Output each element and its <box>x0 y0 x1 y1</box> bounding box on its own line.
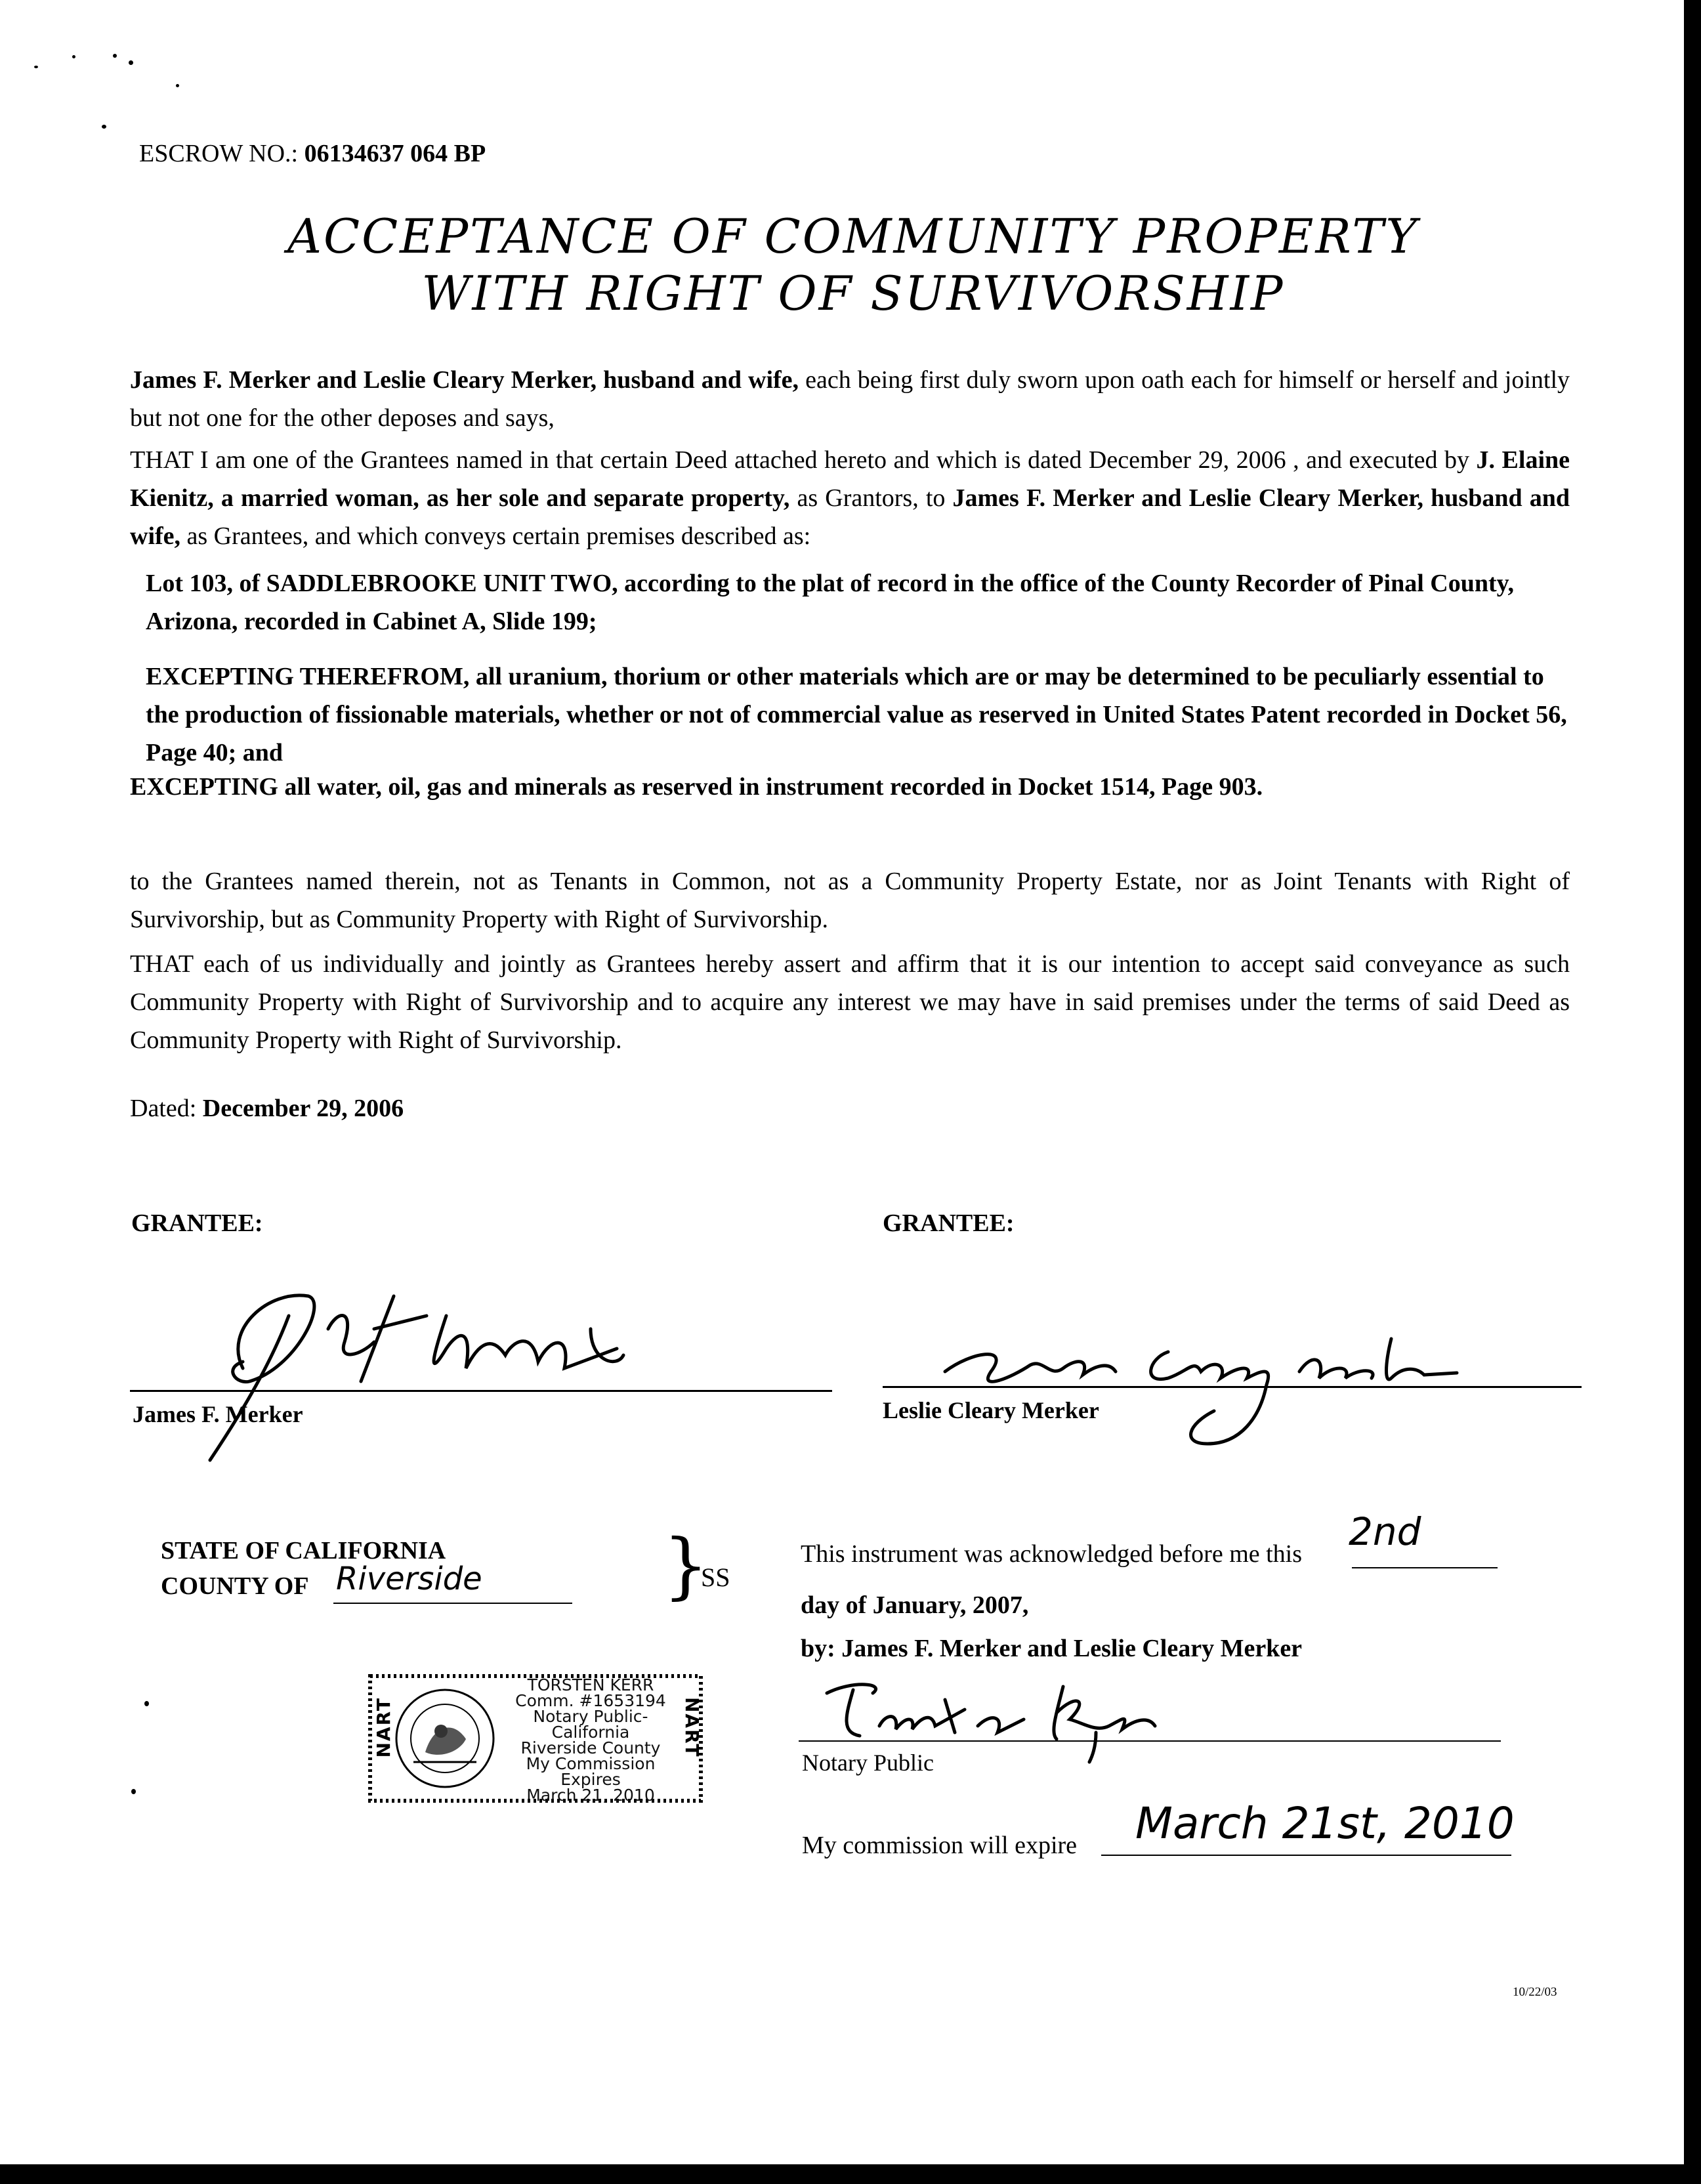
signer-name-right: Leslie Cleary Merker <box>883 1397 1099 1423</box>
seal-side-left: NART <box>373 1697 394 1758</box>
escrow-number <box>139 139 486 168</box>
ack-day-underline <box>1352 1567 1498 1568</box>
document-title-line2: WITH RIGHT OF SURVIVORSHIP <box>421 266 1285 321</box>
signature-line-left <box>130 1390 832 1392</box>
scan-speck <box>102 125 106 129</box>
seal-line-title: Notary Public-California <box>533 1707 648 1742</box>
scan-speck <box>34 66 38 68</box>
seal-text <box>495 1677 686 1803</box>
scan-speck <box>131 1789 136 1794</box>
escrow-label: ESCROW NO.: <box>139 140 299 167</box>
seal-line-comm: Comm. #1653194 <box>515 1691 666 1710</box>
ack-line-1: This instrument was acknowledged before me this <box>801 1540 1303 1568</box>
seal-line-county: Riverside County <box>520 1738 661 1757</box>
scan-speck <box>176 84 179 87</box>
signature-leslie-merker <box>932 1312 1522 1463</box>
notary-label: Notary Public <box>802 1750 934 1776</box>
ack-day-value: 2nd <box>1349 1509 1421 1554</box>
deed-grantees: James F. Merker and Leslie Cleary Merker, husband and wife, <box>130 484 1570 550</box>
seal-line-expires-label: My Commission Expires <box>526 1754 656 1789</box>
venue-ss: SS <box>701 1563 730 1592</box>
legal-exception-1: EXCEPTING THEREFROM, all uranium, thorium or other materials which are or may be determined to be peculiarly essential to the production of fissionable materials, whether or not of commercial value as reserved in United States Patent recorded in Docket 56, Page 40; and <box>146 663 1567 766</box>
seal-side-right: NART <box>681 1697 703 1758</box>
commission-value: March 21st, 2010 <box>1135 1798 1515 1849</box>
grantee-heading-right: GRANTEE: <box>883 1209 1015 1237</box>
seal-line-expires-date: March 21, 2010 <box>526 1786 655 1805</box>
county-underline <box>333 1603 572 1604</box>
venue-brace: } <box>663 1523 709 1607</box>
scan-speck <box>144 1701 149 1706</box>
escrow-value: 06134637 064 BP <box>304 140 486 167</box>
document-title-line1: ACCEPTANCE OF COMMUNITY PROPERTY <box>287 209 1419 264</box>
grantee-heading-left: GRANTEE: <box>131 1209 263 1237</box>
venue-county-value: Riverside <box>336 1561 482 1597</box>
intro-paragraph <box>130 361 1570 437</box>
dated-label: Dated: <box>130 1095 197 1122</box>
commission-underline <box>1101 1855 1511 1856</box>
deed-paragraph <box>130 441 1570 555</box>
form-number: 10/22/03 <box>1513 1985 1557 1999</box>
dated-line <box>130 1094 404 1123</box>
dated-value: December 29, 2006 <box>202 1095 404 1122</box>
deed-grantor: J. Elaine Kienitz, a married woman, as her sole and separate property, <box>130 446 1570 512</box>
commission-label: My commission will expire <box>802 1832 1078 1859</box>
ack-line-2: day of January, 2007, <box>801 1591 1029 1619</box>
scan-speck <box>113 54 117 58</box>
deed-text-3: as Grantees, and which conveys certain premises described as: <box>186 522 811 550</box>
notary-seal-stamp <box>368 1673 704 1803</box>
venue-county-label: COUNTY OF <box>161 1572 309 1600</box>
scan-border-bottom <box>0 2164 1701 2184</box>
deed-text-1: THAT I am one of the Grantees named in that certain Deed attached hereto and which is dated December 29, 2006 , and executed by <box>130 446 1470 474</box>
ack-line-3: by: James F. Merker and Leslie Cleary Merker <box>801 1635 1303 1662</box>
venue-state: STATE OF CALIFORNIA <box>161 1537 446 1564</box>
scan-speck <box>129 60 133 65</box>
legal-description-lot: Lot 103, of SADDLEBROOKE UNIT TWO, according to the plat of record in the office of the County Recorder of Pinal County, Arizona, recorded in Cabinet A, Slide 199; <box>146 570 1515 635</box>
seal-line-name: TORSTEN KERR <box>527 1675 654 1694</box>
signature-james-merker <box>197 1270 669 1467</box>
notary-signature-line <box>799 1740 1501 1742</box>
vesting-paragraph: to the Grantees named therein, not as Tenants in Common, not as a Community Property Estate, nor as Joint Tenants with Right of Survivorship, but as Community Property with Right of Survivorship. <box>130 868 1570 933</box>
deed-text-2: as Grantors, to <box>797 484 946 512</box>
intro-text: each being first duly sworn upon oath each for himself or herself and jointly but not one for the other deposes and says, <box>130 366 1570 432</box>
scan-speck <box>72 55 75 58</box>
affirmation-paragraph: THAT each of us individually and jointly as Grantees hereby assert and affirm that it is our intention to accept said conveyance as such Community Property with Right of Survivorship and to acquire any interest we may have in said premises under the terms of said Deed as Community Property with Right of Survivorship. <box>130 950 1570 1054</box>
signer-name-left: James F. Merker <box>133 1401 303 1427</box>
legal-exception-2: EXCEPTING all water, oil, gas and minerals as reserved in instrument recorded in Docket 1514, Page 903. <box>130 773 1263 801</box>
intro-parties: James F. Merker and Leslie Cleary Merker, husband and wife, <box>130 366 799 394</box>
signature-line-right <box>883 1386 1582 1388</box>
scan-border-right <box>1684 0 1701 2184</box>
